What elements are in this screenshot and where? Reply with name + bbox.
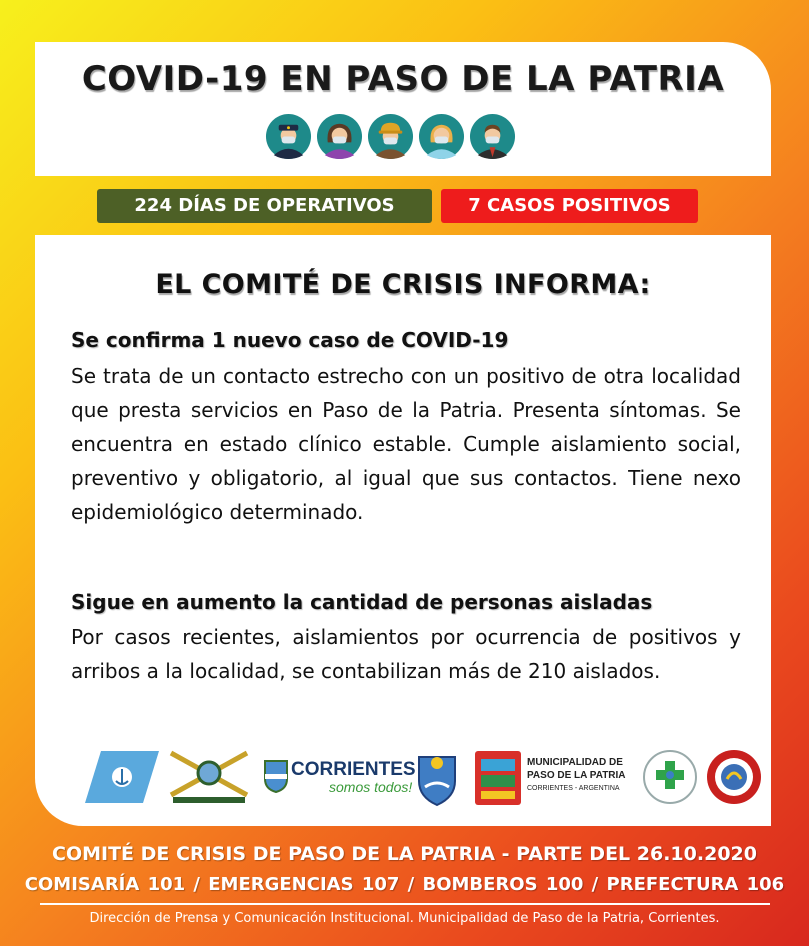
- corrientes-slogan: somos todos!: [329, 779, 413, 795]
- footer-credit: Dirección de Prensa y Comunicación Institucional. Municipalidad de Paso de la Patria, Corrientes.: [89, 911, 720, 926]
- comite-heading: EL COMITÉ DE CRISIS INFORMA:: [155, 269, 651, 300]
- days-of-operations-badge: 224 DÍAS DE OPERATIVOS: [97, 189, 432, 223]
- municipalidad-label-3: CORRIENTES - ARGENTINA: [527, 785, 620, 792]
- footer-report-line: COMITÉ DE CRISIS DE PASO DE LA PATRIA - PARTE DEL 26.10.2020: [52, 843, 757, 865]
- main-card: [35, 235, 771, 826]
- gendarmeria-logo: [165, 749, 253, 807]
- nurse-icon: [418, 113, 465, 160]
- police-officer-icon: [265, 113, 312, 160]
- header-card: [35, 42, 771, 176]
- paso-patria-crest-logo: [413, 749, 461, 807]
- municipalidad-logo: [475, 751, 521, 805]
- corrientes-shield-logo: [263, 759, 289, 793]
- section-2-title: Sigue en aumento la cantidad de personas aisladas: [71, 590, 653, 614]
- section-1-title: Se confirma 1 nuevo caso de COVID-19: [71, 328, 509, 352]
- logos-row: [85, 745, 755, 815]
- avatar-row: [265, 113, 516, 160]
- footer-emergency-numbers: COMISARÍA 101 / EMERGENCIAS 107 / BOMBEROS 100 / PREFECTURA 106: [24, 874, 785, 895]
- section-1-body: Se trata de un contacto estrecho con un positivo de otra localidad que presta servicios en Paso de la Patria. Presenta síntomas. Se encuentra en estado clínico estable. Cumple aislamiento social, preventivo y obligatorio, al igual que sus contactos. Tiene nexo epidemiológico determinado.: [71, 364, 741, 524]
- footer-divider: [40, 903, 770, 905]
- corrientes-logo-text: CORRIENTES: [291, 759, 416, 780]
- man-in-suit-icon: [469, 113, 516, 160]
- worker-with-helmet-icon: [367, 113, 414, 160]
- municipalidad-label-1: MUNICIPALIDAD DE: [527, 757, 623, 768]
- positive-cases-badge: 7 CASOS POSITIVOS: [441, 189, 698, 223]
- municipalidad-label-2: PASO DE LA PATRIA: [527, 770, 626, 781]
- bomberos-logo: [705, 747, 763, 807]
- hospital-logo: [641, 747, 699, 807]
- woman-with-mask-icon: [316, 113, 363, 160]
- section-2-body: Por casos recientes, aislamientos por ocurrencia de positivos y arribos a la localidad, se contabilizan más de 210 aislados.: [71, 625, 741, 683]
- page-title: COVID-19 EN PASO DE LA PATRIA: [81, 59, 725, 99]
- prefectura-logo: [85, 751, 159, 803]
